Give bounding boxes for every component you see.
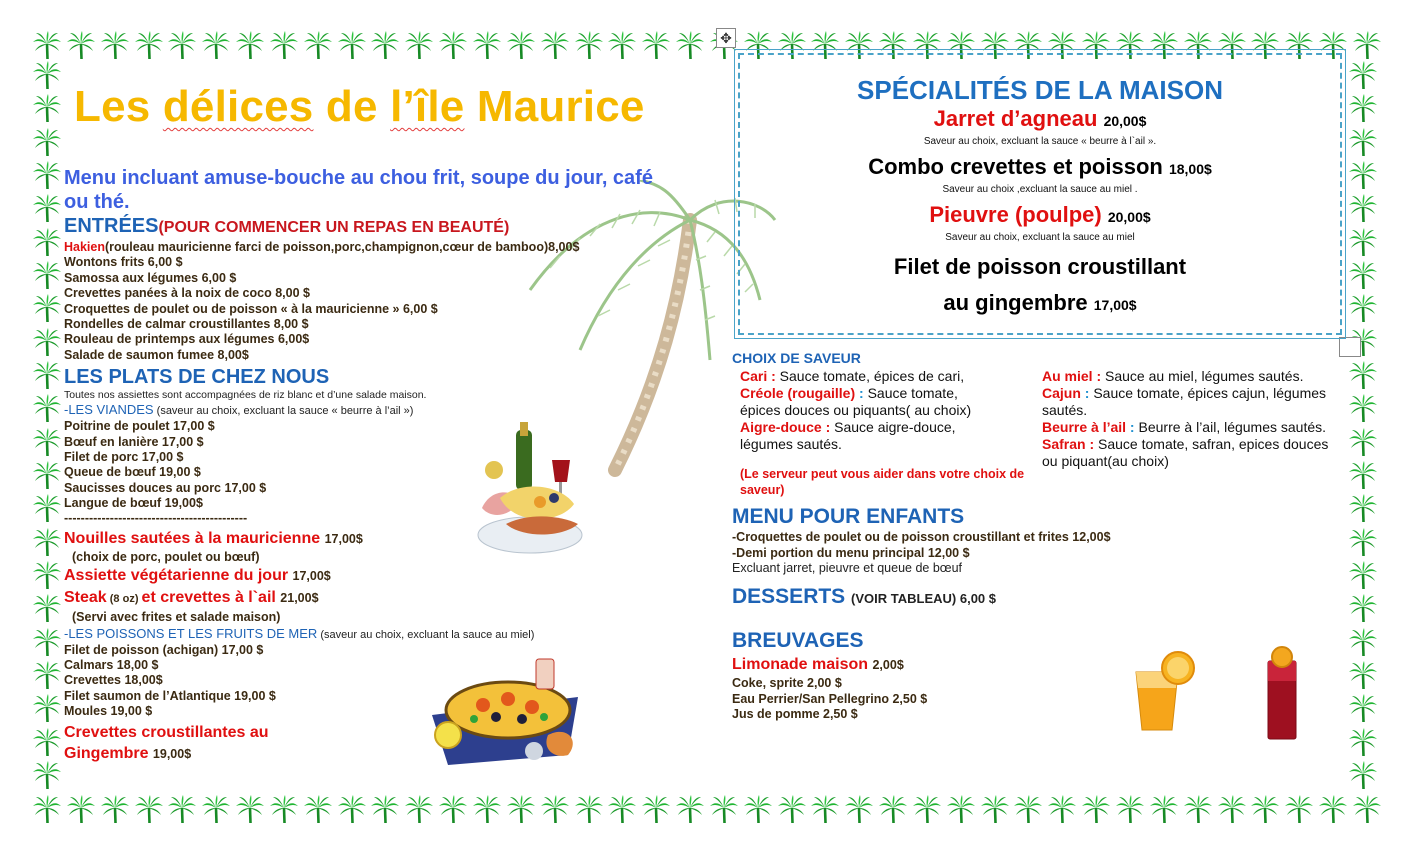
palm-tree-icon	[1318, 794, 1348, 824]
special-item-note: Saveur au choix, excluant la sauce « beurre à l`ail ».	[923, 136, 1157, 147]
saveurs-col-1	[732, 368, 1002, 470]
palm-tree-icon	[32, 327, 62, 357]
special-item: Pieuvre (poulpe) 20,00$	[929, 202, 1151, 227]
palm-tree-icon	[1348, 127, 1378, 157]
palm-tree-icon	[1217, 794, 1247, 824]
palm-tree-icon	[1250, 794, 1280, 824]
saveur-item: Au miel : Sauce au miel, légumes sautés.	[1042, 368, 1304, 384]
palm-tree-icon	[1352, 30, 1382, 60]
special-item: Jarret d’agneau 20,00$	[933, 106, 1147, 131]
palm-tree-icon	[607, 30, 637, 60]
saveur-item: Aigre-douce : Sauce aigre-douce, légumes sautés.	[740, 419, 956, 452]
palm-tree-icon	[675, 30, 705, 60]
palm-tree-icon	[1115, 794, 1145, 824]
specialites-box	[738, 53, 1342, 335]
menu-item-note: (Servi avec frites et salade maison)	[72, 610, 281, 625]
desserts-heading: DESSERTS (VOIR TABLEAU) 6,00 $	[732, 585, 996, 608]
palm-tree-icon	[404, 30, 434, 60]
page-title: Les délices de l’île Maurice	[74, 82, 645, 131]
move-handle-icon[interactable]: ✥	[716, 28, 736, 48]
palm-tree-icon	[32, 794, 62, 824]
menu-item-note: (choix de porc, poulet ou bœuf)	[72, 549, 260, 564]
palm-tree-icon	[1348, 293, 1378, 323]
special-item: Filet de poisson croustillant	[893, 254, 1187, 279]
menu-item: Rouleau de printemps aux légumes 6,00$	[64, 332, 310, 347]
palm-tree-icon	[303, 794, 333, 824]
serveur-note: (Le serveur peut vous aider dans votre choix de saveur)	[740, 467, 1025, 497]
menu-item: Jus de pomme 2,50 $	[732, 707, 858, 721]
palm-tree-icon	[269, 794, 299, 824]
palm-tree-icon	[32, 660, 62, 690]
palm-tree-icon	[32, 227, 62, 257]
palm-tree-icon	[641, 794, 671, 824]
palm-tree-icon	[134, 30, 164, 60]
palm-tree-icon	[303, 30, 333, 60]
menu-item: Queue de bœuf 19,00 $	[64, 465, 201, 480]
enfants-heading: MENU POUR ENFANTS	[732, 505, 965, 528]
palm-tree-icon	[337, 794, 367, 824]
palm-tree-icon	[743, 794, 773, 824]
menu-item: Saucisses douces au porc 17,00 $	[64, 480, 267, 495]
menu-intro: Menu incluant amuse-bouche au chou frit, soupe du jour, café ou thé.	[64, 167, 653, 213]
palm-tree-icon	[100, 30, 130, 60]
palm-tree-icon	[844, 794, 874, 824]
palm-tree-icon	[1348, 760, 1378, 790]
palm-tree-icon	[32, 460, 62, 490]
menu-item: Filet de poisson (achigan) 17,00 $	[64, 642, 264, 657]
saveur-item: Créole (rougaille) : Sauce tomate, épices douces ou piquants( au choix)	[740, 385, 972, 418]
menu-item: Wontons frits 6,00 $	[64, 255, 183, 270]
right-column	[732, 350, 1372, 723]
saveur-item: Beurre à l’ail : Beurre à l’ail, légumes sautés.	[1042, 419, 1327, 435]
palm-tree-icon	[235, 794, 265, 824]
palm-tree-icon	[269, 30, 299, 60]
menu-item: Poitrine de poulet 17,00 $	[64, 419, 215, 434]
palm-tree-icon	[32, 760, 62, 790]
special-item: Combo crevettes et poisson 18,00$	[868, 154, 1212, 179]
menu-item: Eau Perrier/San Pellegrino 2,50 $	[732, 691, 928, 706]
separator: --------------------------------------------	[64, 510, 248, 525]
palm-tree-icon	[66, 794, 96, 824]
palm-tree-icon	[32, 160, 62, 190]
menu-item-featured: Gingembre 19,00$	[64, 744, 192, 762]
saveurs-col-2	[1042, 368, 1342, 470]
menu-item-featured: Limonade maison 2,00$	[732, 656, 904, 673]
menu-item: Coke, sprite 2,00 $	[732, 676, 842, 690]
special-item-note: Saveur au choix ,excluant la sauce au miel .	[942, 184, 1138, 195]
saveur-item: Safran : Sauce tomate, safran, epices douces ou piquant(au choix)	[1042, 436, 1329, 469]
special-item: au gingembre 17,00$	[943, 290, 1137, 315]
palm-tree-icon	[1149, 794, 1179, 824]
palm-tree-icon	[337, 30, 367, 60]
palm-tree-icon	[1348, 227, 1378, 257]
palm-border-bottom	[32, 794, 1382, 830]
plats-note: Toutes nos assiettes sont accompagnées de riz blanc et d’une salade maison.	[64, 389, 427, 402]
palm-tree-icon	[167, 794, 197, 824]
palm-tree-icon	[946, 794, 976, 824]
left-column	[64, 166, 684, 765]
palm-tree-icon	[32, 427, 62, 457]
palm-tree-icon	[1348, 260, 1378, 290]
palm-tree-icon	[370, 794, 400, 824]
palm-tree-icon	[167, 30, 197, 60]
palm-tree-icon	[134, 794, 164, 824]
palm-tree-icon	[472, 794, 502, 824]
palm-tree-icon	[1348, 160, 1378, 190]
menu-item-featured: Crevettes croustillantes au	[64, 723, 269, 741]
special-item-note: Saveur au choix, excluant la sauce au miel	[945, 232, 1135, 243]
palm-tree-icon	[540, 30, 570, 60]
viandes-subheading: -LES VIANDES (saveur au choix, excluant la sauce « beurre à l’ail »)	[64, 402, 414, 418]
menu-item: Samossa aux légumes 6,00 $	[64, 270, 237, 285]
palm-tree-icon	[32, 60, 62, 90]
poissons-subheading: -LES POISSONS ET LES FRUITS DE MER (saveur au choix, excluant la sauce au miel)	[64, 625, 535, 641]
saveur-item: Cari : Sauce tomate, épices de cari,	[740, 368, 965, 384]
palm-tree-icon	[777, 794, 807, 824]
palm-tree-icon	[1047, 794, 1077, 824]
palm-tree-icon	[540, 794, 570, 824]
palm-tree-icon	[404, 794, 434, 824]
palm-tree-icon	[878, 794, 908, 824]
menu-item: Filet saumon de l’Atlantique 19,00 $	[64, 688, 276, 703]
palm-tree-icon	[1348, 93, 1378, 123]
palm-tree-icon	[32, 93, 62, 123]
menu-item: Croquettes de poulet ou de poisson « à la mauricienne » 6,00 $	[64, 301, 438, 316]
palm-tree-icon	[32, 727, 62, 757]
palm-tree-icon	[32, 193, 62, 223]
palm-tree-icon	[32, 527, 62, 557]
palm-tree-icon	[100, 794, 130, 824]
palm-tree-icon	[32, 360, 62, 390]
palm-tree-icon	[1348, 60, 1378, 90]
palm-tree-icon	[32, 560, 62, 590]
palm-tree-icon	[1284, 794, 1314, 824]
menu-item: Filet de porc 17,00 $	[64, 450, 184, 465]
palm-tree-icon	[1081, 794, 1111, 824]
palm-tree-icon	[1183, 794, 1213, 824]
specialites-heading: SPÉCIALITÉS DE LA MAISON	[857, 75, 1223, 105]
palm-tree-icon	[32, 260, 62, 290]
menu-item: Rondelles de calmar croustillantes 8,00 $	[64, 317, 309, 332]
menu-item: Salade de saumon fumee 8,00$	[64, 347, 249, 362]
saveurs-list	[732, 368, 1372, 470]
palm-tree-icon	[66, 30, 96, 60]
menu-item-featured: Assiette végétarienne du jour 17,00$	[64, 567, 331, 585]
palm-tree-icon	[32, 127, 62, 157]
palm-tree-icon	[810, 794, 840, 824]
palm-tree-icon	[506, 30, 536, 60]
palm-tree-icon	[1352, 794, 1382, 824]
palm-tree-icon	[574, 30, 604, 60]
palm-tree-icon	[438, 30, 468, 60]
palm-tree-icon	[641, 30, 671, 60]
menu-item-featured: Steak (8 oz) et crevettes à l`ail 21,00$	[64, 589, 319, 607]
palm-tree-icon	[32, 693, 62, 723]
entrees-heading: ENTRÉES(POUR COMMENCER UN REPAS EN BEAUTÉ)	[64, 215, 510, 237]
menu-item: Langue de bœuf 19,00$	[64, 496, 203, 511]
palm-tree-icon	[201, 30, 231, 60]
palm-tree-icon	[32, 627, 62, 657]
palm-tree-icon	[506, 794, 536, 824]
palm-tree-icon	[1348, 727, 1378, 757]
palm-tree-icon	[1013, 794, 1043, 824]
palm-tree-icon	[675, 794, 705, 824]
menu-item-featured: Nouilles sautées à la mauricienne 17,00$	[64, 529, 363, 547]
menu-item: Hakien(rouleau mauricienne farci de poisson,porc,champignon,cœur de bamboo)8,00$	[64, 240, 580, 254]
menu-item: -Demi portion du menu principal 12,00 $	[732, 545, 970, 560]
palm-tree-icon	[201, 794, 231, 824]
breuvages-heading: BREUVAGES	[732, 629, 864, 652]
palm-tree-icon	[1348, 193, 1378, 223]
palm-tree-icon	[574, 794, 604, 824]
menu-item: Moules 19,00 $	[64, 704, 153, 719]
palm-tree-icon	[32, 393, 62, 423]
palm-border-left	[32, 60, 68, 790]
palm-tree-icon	[709, 794, 739, 824]
menu-item: Calmars 18,00 $	[64, 657, 159, 672]
palm-tree-icon	[32, 293, 62, 323]
menu-item: Crevettes 18,00$	[64, 673, 163, 688]
palm-tree-icon	[32, 30, 62, 60]
palm-tree-icon	[438, 794, 468, 824]
palm-tree-icon	[32, 593, 62, 623]
palm-tree-icon	[980, 794, 1010, 824]
plats-heading: LES PLATS DE CHEZ NOUS	[64, 366, 330, 389]
menu-item: -Croquettes de poulet ou de poisson croustillant et frites 12,00$	[732, 530, 1111, 544]
palm-tree-icon	[607, 794, 637, 824]
palm-tree-icon	[370, 30, 400, 60]
choix-heading: CHOIX DE SAVEUR	[732, 350, 861, 366]
menu-item: Bœuf en lanière 17,00 $	[64, 434, 204, 449]
palm-tree-icon	[235, 30, 265, 60]
menu-item: Crevettes panées à la noix de coco 8,00 $	[64, 286, 310, 301]
palm-tree-icon	[472, 30, 502, 60]
palm-tree-icon	[912, 794, 942, 824]
saveur-item: Cajun : Sauce tomate, épices cajun, légumes sautés.	[1042, 385, 1327, 418]
palm-tree-icon	[32, 493, 62, 523]
enfants-note: Excluant jarret, pieuvre et queue de bœuf	[732, 561, 962, 575]
